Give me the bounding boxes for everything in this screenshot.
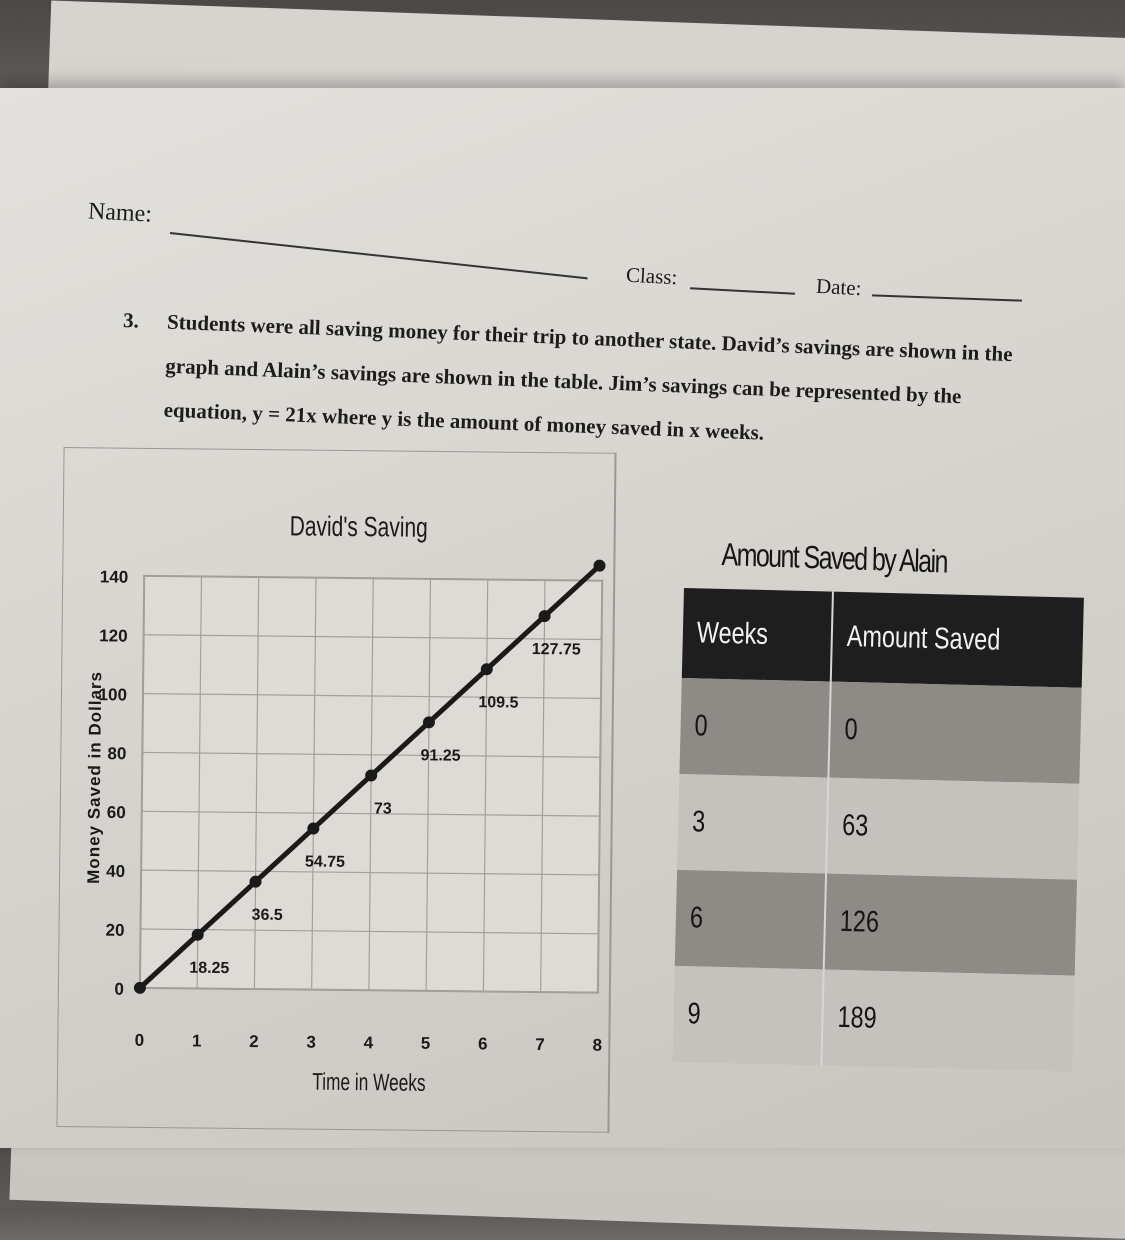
x-tick-label: 1 <box>191 1031 202 1051</box>
cell-weeks: 6 <box>675 870 827 970</box>
alain-table <box>672 588 1083 1072</box>
x-tick-label: 8 <box>592 1035 603 1055</box>
header-weeks: Weeks <box>682 588 834 682</box>
x-tick-label: 3 <box>306 1032 316 1052</box>
y-tick-label: 100 <box>98 685 128 705</box>
y-tick-label: 40 <box>106 861 126 881</box>
table-row <box>679 678 1081 784</box>
cell-amount: 63 <box>841 808 869 843</box>
point-label: 91.25 <box>420 747 461 765</box>
cell-weeks: 9 <box>672 966 824 1066</box>
davids-saving-chart <box>56 447 633 1133</box>
question-text: Students were all saving money for their trip to another state. David’s savings are shown in the graph and Alain’s savings are shown in the table. Jim’s savings can be represented by the equation, y = 21x where y is the amount of money saved in x weeks. <box>163 309 1014 445</box>
x-tick-label: 7 <box>535 1035 545 1055</box>
y-tick-label: 120 <box>99 626 128 646</box>
y-tick-label: 0 <box>114 979 125 999</box>
point-label: 18.25 <box>189 959 230 978</box>
point-label: 54.75 <box>304 853 346 871</box>
table-row <box>677 774 1079 880</box>
point-label: 36.5 <box>251 906 283 924</box>
cell-weeks: 3 <box>677 774 829 874</box>
class-label: Class: <box>625 262 678 290</box>
y-axis-label: Money Saved in Dollars <box>84 670 106 884</box>
point-label: 109.5 <box>478 694 519 712</box>
name-label: Name: <box>87 198 153 228</box>
x-tick-label: 2 <box>249 1032 259 1052</box>
question-number: 3. <box>122 307 140 333</box>
point-label: 73 <box>373 800 392 818</box>
chart-svg <box>56 447 633 1133</box>
date-label: Date: <box>815 273 863 301</box>
x-tick-label: 6 <box>478 1034 488 1054</box>
y-tick-label: 80 <box>107 744 127 764</box>
chart-title: David's Saving <box>289 511 428 544</box>
point-label: 127.75 <box>531 640 581 659</box>
y-tick-label: 60 <box>106 802 126 823</box>
alain-table-title: Amount Saved by Alain <box>721 536 948 580</box>
cell-amount: 189 <box>837 1000 877 1035</box>
x-tick-label: 4 <box>363 1033 374 1053</box>
y-tick-label: 20 <box>105 920 125 940</box>
cell-amount: 0 <box>844 712 859 747</box>
x-tick-label: 0 <box>134 1030 145 1050</box>
cell-weeks: 0 <box>679 678 831 778</box>
x-tick-label: 5 <box>420 1033 431 1053</box>
table-row <box>672 966 1074 1072</box>
table-row <box>675 870 1077 976</box>
y-tick-label: 140 <box>99 567 129 587</box>
header-amount-saved: Amount Saved <box>846 619 1001 657</box>
table-header-row <box>682 588 1084 688</box>
cell-amount: 126 <box>839 904 880 939</box>
x-axis-label: Time in Weeks <box>312 1069 426 1097</box>
